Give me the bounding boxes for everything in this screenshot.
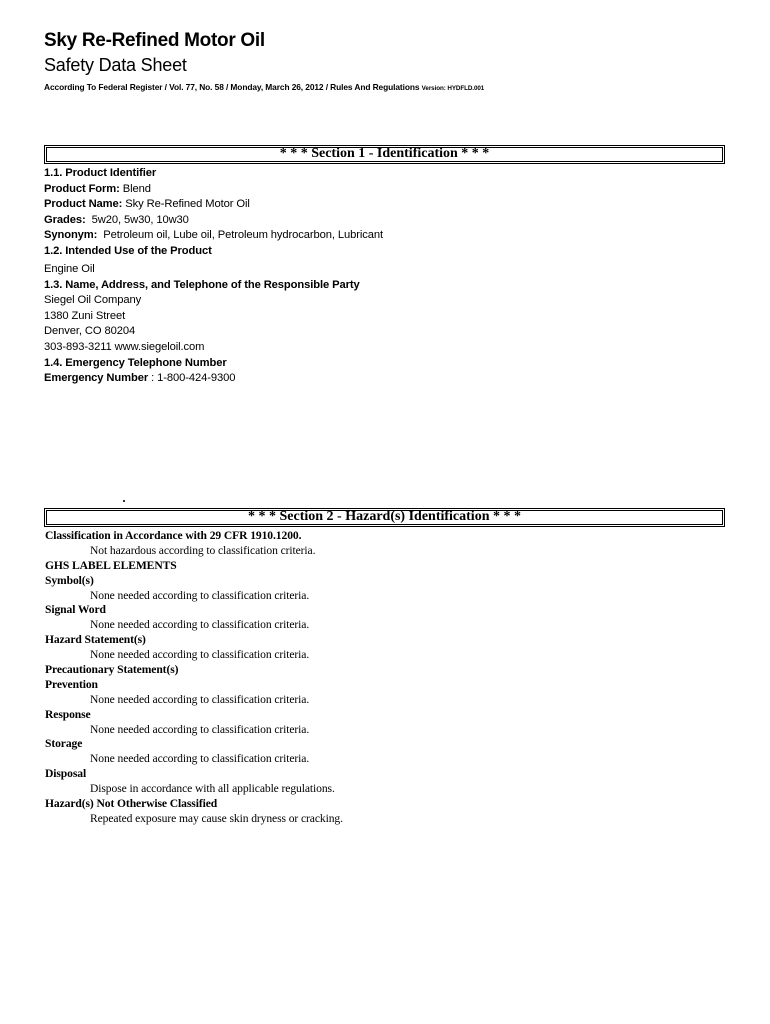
section-2-header-box: [44, 508, 725, 527]
intended-use-heading: 1.2. Intended Use of the Product: [44, 244, 212, 257]
regulation-line: [44, 82, 484, 92]
company-street: 1380 Zuni Street: [44, 309, 126, 322]
disposal-value: Dispose in accordance with all applicable regulations.: [90, 782, 335, 796]
synonym-line: [44, 228, 383, 244]
prevention-value: None needed according to classification criteria.: [90, 692, 310, 706]
disposal-heading: Disposal: [45, 767, 87, 781]
product-form-value: Blend: [119, 182, 151, 195]
product-name-label: Product Name:: [44, 198, 123, 211]
response-value: None needed according to classification criteria.: [90, 722, 310, 736]
document-subtitle: Safety Data Sheet: [44, 55, 187, 75]
section-2-title: * * * Section 2 - Hazard(s) Identification * * *: [248, 509, 521, 524]
product-name-line: [44, 197, 383, 213]
responsible-party-heading: 1.3. Name, Address, and Telephone of the Responsible Party: [44, 278, 360, 291]
synonym-label: Synonym:: [44, 229, 98, 242]
product-name-value: Sky Re-Refined Motor Oil: [122, 198, 250, 211]
company-city: Denver, CO 80204: [44, 325, 136, 338]
regulation-text: According To Federal Register / Vol. 77, No. 58 / Monday, March 26, 2012 / Rules And Regulations: [44, 82, 420, 92]
signal-word-heading: Signal Word: [45, 603, 106, 617]
stray-mark: [123, 500, 125, 502]
version-text: Version: HYDFLD.001: [421, 85, 485, 92]
company-phone-web: 303-893-3211 www.siegeloil.com: [44, 340, 205, 353]
precautionary-heading: Precautionary Statement(s): [45, 663, 179, 677]
hnoc-heading: Hazard(s) Not Otherwise Classified: [45, 797, 218, 811]
grades-label: Grades:: [44, 213, 86, 226]
grades-value: 5w20, 5w30, 10w30: [85, 213, 189, 226]
product-form-line: [44, 182, 383, 198]
section-1-title: * * * Section 1 - Identification * * *: [279, 146, 490, 161]
grades-line: [44, 213, 383, 229]
hazard-statements-value: None needed according to classification criteria.: [90, 648, 310, 662]
document-title: Sky Re-Refined Motor Oil: [44, 30, 265, 51]
prevention-heading: Prevention: [45, 677, 98, 691]
product-identifier-heading: 1.1. Product Identifier: [44, 167, 157, 179]
synonym-value: Petroleum oil, Lube oil, Petroleum hydrocarbon, Lubricant: [97, 229, 384, 242]
company-name: Siegel Oil Company: [44, 294, 142, 307]
intended-use-value: Engine Oil: [44, 262, 95, 275]
storage-value: None needed according to classification criteria.: [90, 752, 310, 766]
ghs-heading: GHS LABEL ELEMENTS: [45, 558, 177, 572]
section-1-body: [44, 166, 383, 387]
hazard-statements-heading: Hazard Statement(s): [45, 633, 146, 647]
emergency-value: : 1-800-424-9300: [148, 372, 236, 385]
hnoc-value: Repeated exposure may cause skin dryness or cracking.: [90, 811, 343, 825]
emergency-heading: 1.4. Emergency Telephone Number: [44, 356, 227, 369]
response-heading: Response: [45, 707, 91, 721]
symbols-value: None needed according to classification criteria.: [90, 588, 310, 602]
product-form-label: Product Form:: [44, 182, 120, 195]
section-1-header-box: [44, 145, 725, 164]
signal-word-value: None needed according to classification criteria.: [90, 618, 310, 632]
classification-heading: Classification in Accordance with 29 CFR 1910.1200.: [45, 529, 302, 542]
section-2-body: [45, 529, 343, 827]
symbols-heading: Symbol(s): [45, 573, 94, 587]
storage-heading: Storage: [45, 737, 83, 751]
classification-value: Not hazardous according to classification criteria.: [90, 543, 316, 557]
emergency-line: [44, 371, 383, 387]
emergency-label: Emergency Number: [44, 372, 149, 385]
